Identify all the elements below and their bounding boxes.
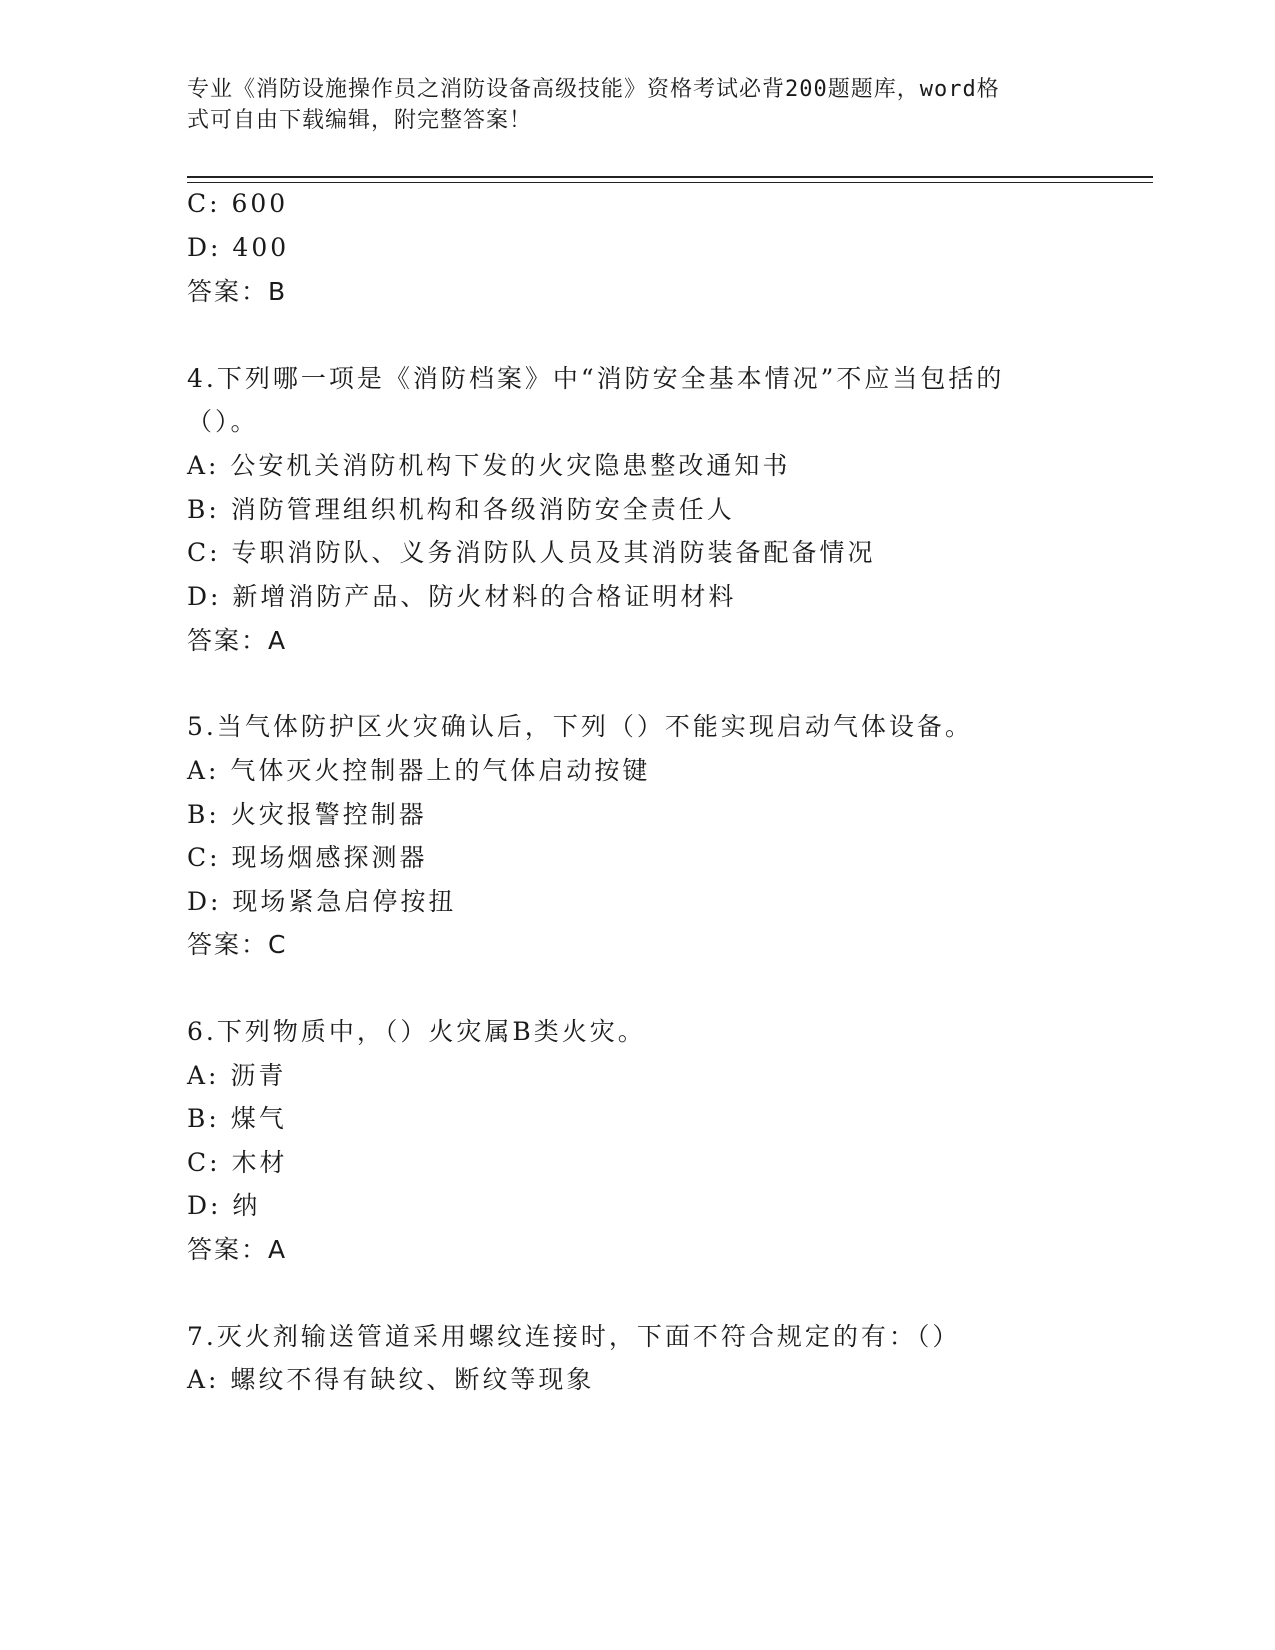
q3-answer: 答案：B (187, 277, 288, 306)
q4-option-a: A: 公安机关消防机构下发的火灾隐患整改通知书 (187, 451, 791, 480)
q6-stem: 6.下列物质中，（）火灾属B类火灾。 (187, 1017, 646, 1046)
q6-option-d: D: 纳 (187, 1191, 261, 1220)
q5-stem: 5.当气体防护区火灾确认后，下列（）不能实现启动气体设备。 (187, 712, 973, 741)
header-divider-thick (187, 176, 1153, 178)
q4-stem-line-2: （）。 (187, 407, 259, 436)
q7-stem: 7.灭火剂输送管道采用螺纹连接时，下面不符合规定的有：（） (187, 1322, 961, 1351)
header-line-2: 式可自由下载编辑，附完整答案！ (187, 108, 533, 133)
q4-option-b: B: 消防管理组织机构和各级消防安全责任人 (187, 495, 735, 524)
document-header (187, 74, 1067, 136)
q6-option-b: B: 煤气 (187, 1104, 287, 1133)
q4-answer: 答案：A (187, 626, 288, 655)
q6-answer: 答案：A (187, 1235, 288, 1264)
q4-option-d: D: 新增消防产品、防火材料的合格证明材料 (187, 582, 737, 611)
q6-option-c: C: 木材 (187, 1148, 288, 1177)
header-divider-thin (187, 182, 1153, 183)
q7-option-a: A: 螺纹不得有缺纹、断纹等现象 (187, 1365, 595, 1394)
q5-option-c: C: 现场烟感探测器 (187, 843, 428, 872)
q5-option-d: D: 现场紧急启停按扭 (187, 887, 457, 916)
q3-option-d: D: 400 (187, 233, 290, 262)
q3-option-c: C: 600 (187, 189, 289, 218)
q5-answer: 答案：C (187, 930, 288, 959)
q5-option-b: B: 火灾报警控制器 (187, 800, 427, 829)
q4-option-c: C: 专职消防队、义务消防队人员及其消防装备配备情况 (187, 538, 876, 567)
header-line-1: 专业《消防设施操作员之消防设备高级技能》资格考试必背200题题库，word格 (187, 77, 1000, 102)
q5-option-a: A: 气体灭火控制器上的气体启动按键 (187, 756, 651, 785)
q4-stem-line-1: 4.下列哪一项是《消防档案》中“消防安全基本情况”不应当包括的 (187, 364, 1005, 393)
q6-option-a: A: 沥青 (187, 1061, 287, 1090)
